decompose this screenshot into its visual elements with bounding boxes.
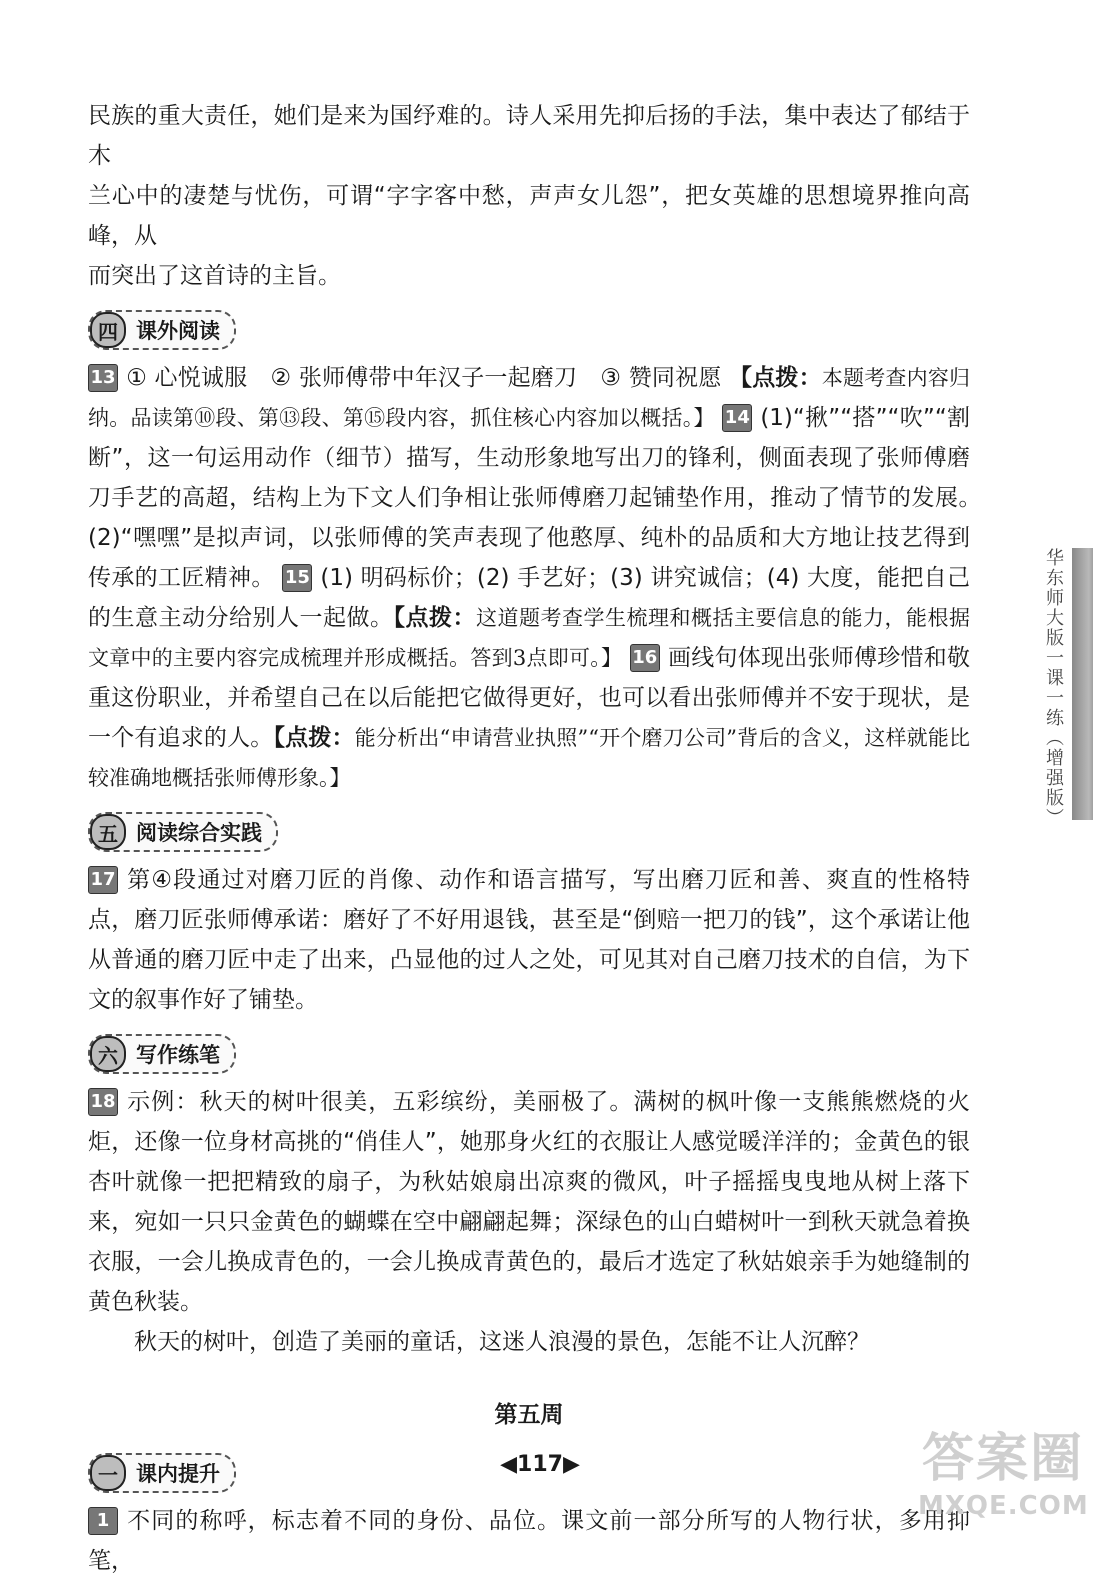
answer-18-closing: 秋天的树叶，创造了美丽的童话，这迷人浪漫的景色，怎能不让人沉醉？: [134, 1329, 870, 1355]
section-number: 一: [90, 1455, 126, 1491]
answer-17: 第④段通过对磨刀匠的肖像、动作和语言描写，写出磨刀匠和善、爽直的性格特点，磨刀匠张师傅承诺：磨好了不好用退钱，甚至是“倒赔一把刀的钱”，这个承诺让他从普通的磨刀匠中走了出来，凸显他的过人之处，可见其对自己磨刀技术的自信，为下文的叙事作好了铺垫。: [88, 867, 970, 1013]
watermark-chinese: 答案圈: [921, 1429, 1084, 1489]
section-number: 四: [90, 312, 126, 348]
section-number: 六: [90, 1036, 126, 1072]
section-number: 五: [90, 814, 126, 850]
answer-1-paragraph: [88, 1501, 970, 1581]
section-title: 课内提升: [136, 1462, 220, 1486]
tip-label: 【点拨：: [393, 605, 476, 631]
tip-label: 【点拨：: [729, 365, 822, 391]
watermark: [918, 1416, 1088, 1521]
answer-17-paragraph: [88, 860, 970, 1020]
section-header-1: [88, 1453, 236, 1493]
answers-13-16: [88, 358, 993, 798]
section-header-4: [88, 310, 236, 350]
question-number-16: 16: [630, 644, 660, 672]
answer-18: 示例：秋天的树叶很美，五彩缤纷，美丽极了。满树的枫叶像一支熊熊燃烧的火炬，还像一位身材高挑的“俏佳人”，她那身火红的衣服让人感觉暖洋洋的；金黄色的银杏叶就像一把把精致的扇子，为秋姑娘扇出凉爽的微风，叶子摇摇曳曳地从树上落下来，宛如一只只金黄色的蝴蝶在空中翩翩起舞；深绿色的山白蜡树叶一到秋天就急着换衣服，一会儿换成青色的，一会儿换成青黄色的，最后才选定了秋姑娘亲手为她缝制的黄色秋装。: [88, 1089, 970, 1315]
question-number-1: 1: [88, 1507, 118, 1535]
question-number-17: 17: [88, 866, 118, 894]
intro-line: 而突出了这首诗的主旨。: [88, 263, 341, 289]
side-tab: [1072, 548, 1093, 820]
answer-15: (1) 明码标价；(2) 手艺好；(3) 讲究诚信；(4) 大度，能把自己的生意主动分给别人一起做。: [88, 565, 971, 631]
page-content: [88, 96, 993, 1581]
section-header-5: [88, 812, 278, 852]
answer-1: 不同的称呼，标志着不同的身份、品位。课文前一部分所写的人物行状，多用抑笔，: [88, 1508, 970, 1574]
watermark-url: MXQE.COM: [918, 1491, 1089, 1521]
answer-14: (1)“揪”“搭”“吹”“割断”，这一句运用动作（细节）描写，生动形象地写出刀的锋利，侧面表现了张师傅磨刀手艺的高超，结构上为下文人们争相让张师傅磨刀起铺垫作用，推动了情节的发展。 (2)“嘿嘿”是拟声词，以张师傅的笑声表现了他憨厚、纯朴的品质和大方地让技艺得到传承的工匠精神。: [88, 405, 993, 591]
question-number-14: 14: [722, 404, 752, 432]
question-number-15: 15: [282, 564, 312, 592]
tip-13: 本题考查内容归纳。品读第⑩段、第⑬段、第⑮段内容，抓住核心内容加以概括。】: [88, 366, 971, 430]
tip-15: 这道题考查学生梳理和概括主要信息的能力，能根据文章中的主要内容完成梳理并形成概括。答到3点即可。】: [88, 606, 970, 670]
tip-16: 能分析出“申请营业执照”“开个磨刀公司”背后的含义，这样就能比较准确地概括张师傅形象。】: [88, 726, 971, 790]
side-label: 华东师大版一课一练（增强版）: [1043, 548, 1064, 828]
question-number-13: 13: [88, 364, 118, 392]
section-title: 写作练笔: [136, 1043, 220, 1067]
week-title: 第五周: [494, 1402, 564, 1428]
section-title: 阅读综合实践: [136, 821, 262, 845]
intro-line: 民族的重大责任，她们是来为国纾难的。诗人采用先抑后扬的手法，集中表达了郁结于木: [88, 103, 970, 169]
intro-line: 兰心中的凄楚与忧伤，可谓“字字客中愁，声声女儿怨”，把女英雄的思想境界推向高峰，从: [88, 183, 970, 249]
question-number-18: 18: [88, 1088, 118, 1116]
answer-18-paragraph: [88, 1082, 970, 1322]
answer-16: 画线句体现出张师傅珍惜和敬重这份职业，并希望自己在以后能把它做得更好，也可以看出张师傅并不安于现状，是一个有追求的人。: [88, 645, 971, 751]
section-header-6: [88, 1034, 236, 1074]
page-number: ◀117▶: [500, 1452, 580, 1477]
section-title: 课外阅读: [136, 319, 220, 343]
tip-label: 【点拨：: [273, 725, 355, 751]
answer-13: ① 心悦诚服 ② 张师傅带中年汉子一起磨刀 ③ 赞同祝愿: [126, 365, 722, 391]
